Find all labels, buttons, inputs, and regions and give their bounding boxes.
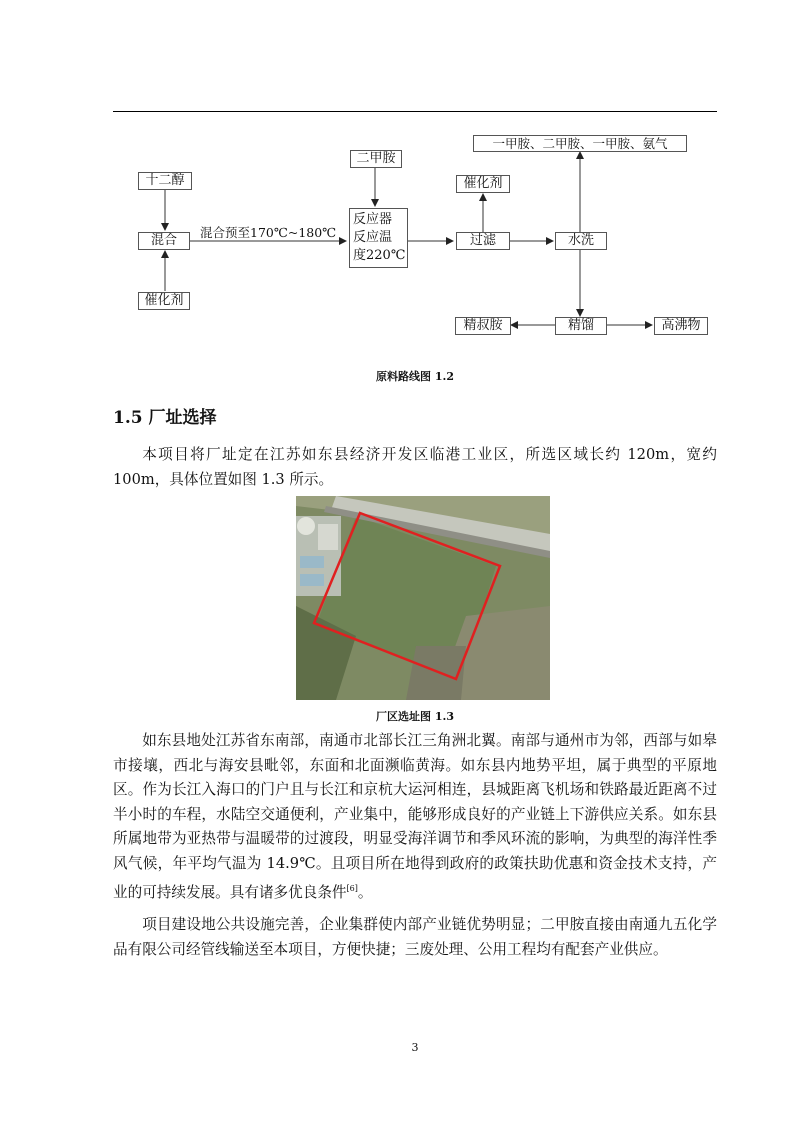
box-reactor-line1: 反应器 [353, 212, 393, 227]
caption-figure-1-3: 厂区选址图 1.3 [376, 710, 454, 723]
box-guolv: 过滤 [456, 232, 510, 250]
paragraph-rudong-end: 。 [357, 883, 373, 901]
box-jingliu: 精馏 [555, 317, 607, 335]
box-shierchun: 十二醇 [138, 172, 192, 190]
arrow-label: 混合预至170℃~180℃ [200, 225, 337, 240]
paragraph-rudong-text: 如东县地处江苏省东南部，南通市北部长江三角洲北翼。南部与通州市为邻，西部与如皋市接壤，西北与海安县毗邻，东面和北面濒临黄海。如东县内地势平坦，属于典型的平原地区。作为长江入海口的门户且与长江和京杭大运河相连，县城距离飞机场和铁路最近距离不过半小时的车程，水陆空交通便利，产业集中，能够形成良好的产业链上下游供应关系。如东县所属地带为亚热带与温暖带的过渡段，明显受海洋调节和季风环流的影响，为典型的海洋性季风气候，年平均气温为 14.9℃。且项目所在地得到政府的政策扶助优惠和资金技术支持，产业的可持续发展。具有诸多优良条件 [113, 732, 717, 901]
box-erjiaan: 二甲胺 [350, 150, 402, 168]
section-heading: 1.5 厂址选择 [113, 408, 217, 428]
box-shuixi: 水洗 [555, 232, 607, 250]
paragraph-site-intro: 本项目将厂址定在江苏如东县经济开发区临港工业区，所选区域长约 120m，宽约 100m，具体位置如图 1.3 所示。 [113, 446, 717, 488]
aerial-photo-graphic [296, 496, 550, 700]
site-aerial-photo [296, 496, 550, 700]
page-number: 3 [411, 1041, 419, 1054]
box-gaofeiwu: 高沸物 [654, 317, 708, 335]
box-cuihuaji-right: 催化剂 [456, 175, 510, 193]
paragraph-rudong-overview [113, 729, 717, 905]
box-reactor-line2: 反应温 [353, 230, 393, 245]
box-reactor [349, 208, 408, 268]
flowchart-lines [0, 0, 793, 360]
box-hunhe: 混合 [138, 232, 190, 250]
box-jingshuan: 精叔胺 [455, 317, 511, 335]
box-reactor-line3: 度220℃ [353, 248, 406, 263]
citation-ref-6: [6] [346, 883, 358, 893]
caption-figure-1-2: 原料路线图 1.2 [376, 370, 454, 383]
paragraph-infrastructure: 项目建设地公共设施完善，企业集群使内部产业链优势明显；二甲胺直接由南通九五化学品有限公司经管线输送至本项目，方便快捷；三废处理、公用工程均有配套产业供应。 [113, 916, 717, 958]
box-products: 一甲胺、二甲胺、一甲胺、氨气 [473, 135, 687, 152]
box-cuihuaji-left: 催化剂 [138, 292, 190, 310]
